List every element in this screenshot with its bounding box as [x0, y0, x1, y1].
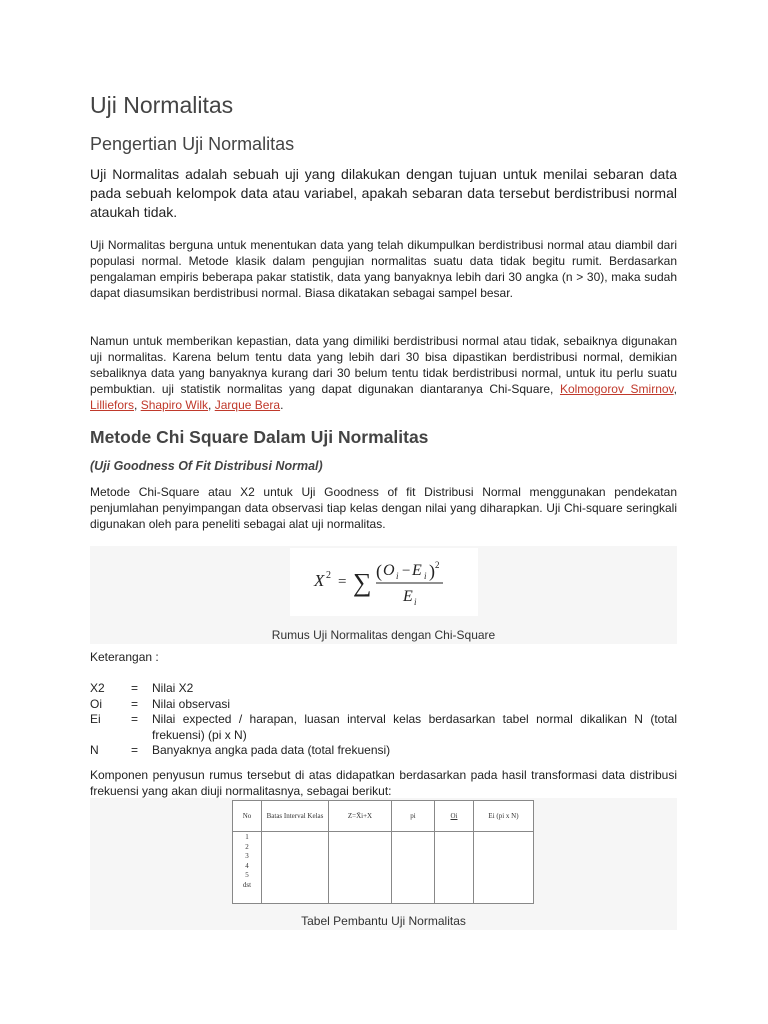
row-number: dst: [242, 880, 252, 889]
formula-exponent: 2: [326, 570, 331, 581]
legend-equals: =: [131, 712, 139, 726]
helper-table: [232, 800, 534, 904]
legend-symbol: X2: [90, 681, 105, 695]
legend-equals: =: [131, 681, 139, 695]
chi-square-formula: [290, 548, 478, 616]
formula-den-e: E: [403, 588, 413, 605]
link-kolmogorov-smirnov[interactable]: Kolmogorov Smirnov: [559, 382, 674, 396]
section-heading-metode: Metode Chi Square Dalam Uji Normalitas: [90, 427, 429, 447]
formula-equals: =: [338, 574, 347, 590]
legend-heading: Keterangan :: [90, 650, 159, 664]
legend-symbol: N: [90, 743, 99, 757]
link-lilliefors[interactable]: Lilliefors: [90, 398, 135, 412]
table-header-interval: Batas Interval Kelas: [262, 801, 329, 832]
paragraph-2: Namun untuk memberikan kepastian, data yang dimiliki berdistribusi normal atau tidak, sebaiknya digunakan uji normalitas. Karena belum tentu data yang lebih dari 30 bisa dipastikan berdistribusi normal, demikian sebaliknya data yang banyaknya kurang dari 30 belum tentu tidak berdistribusi normal, untuk itu perlu suatu pembuktian. uji statistik normalitas yang dapat digunakan diantaranya Chi-Square, Kolmogorov Smirnov, Lilliefors, Shapiro Wilk, Jarque Bera.: [90, 334, 678, 412]
legend-symbol: Ei: [90, 712, 101, 726]
legend-description: Nilai observasi: [152, 696, 231, 711]
table-row-numbers: [233, 832, 262, 904]
formula-sum: ∑: [353, 568, 372, 597]
table-header-no: No: [233, 801, 262, 832]
lead-paragraph: Uji Normalitas adalah sebuah uji yang dilakukan dengan tujuan untuk menilai sebaran data pada sebuah kelompok data atau variabel, apakah sebaran data tersebut berdistribusi normal ataukah tidak.: [90, 166, 677, 220]
page-title: Uji Normalitas: [90, 92, 234, 118]
legend-row: [90, 681, 677, 697]
table-cell: [329, 832, 392, 904]
formula-num-e-sub: i: [424, 571, 427, 581]
legend-list: [90, 681, 677, 759]
legend-symbol: Oi: [90, 696, 102, 711]
svg-text:): ): [429, 561, 435, 581]
formula-num-o-sub: i: [396, 571, 399, 581]
formula-minus: −: [402, 563, 411, 579]
row-number: 2: [245, 842, 249, 851]
formula-graphic: [290, 548, 478, 616]
paragraph-3: Metode Chi-Square atau X2 untuk Uji Goodness of fit Distribusi Normal menggunakan pendekatan penjumlahan penyimpangan data observasi tiap kelas dengan nilai yang diharapkan. Uji Chi-square seringkali digunakan oleh para peneliti sebagai alat uji normalitas.: [90, 485, 677, 531]
section-subheading: (Uji Goodness Of Fit Distribusi Normal): [90, 459, 323, 473]
legend-row: [90, 697, 677, 713]
legend-row: [90, 712, 677, 743]
legend-description: Banyaknya angka pada data (total frekuensi): [152, 743, 391, 757]
formula-figure: [90, 546, 677, 644]
table-cell: [392, 832, 435, 904]
row-number: 1: [245, 833, 249, 841]
link-shapiro-wilk[interactable]: Shapiro Wilk: [140, 398, 209, 412]
table-figure: [90, 798, 677, 930]
formula-caption: Rumus Uji Normalitas dengan Chi-Square: [271, 628, 496, 642]
table-cell: [474, 832, 534, 904]
formula-num-e: E: [412, 562, 422, 579]
row-number: 5: [245, 871, 249, 879]
legend-description: Nilai X2: [152, 681, 194, 695]
table-cell: [435, 832, 474, 904]
row-number: 3: [245, 852, 249, 860]
legend-equals: =: [131, 743, 139, 757]
table-row: [233, 832, 534, 904]
section-heading-pengertian: Pengertian Uji Normalitas: [90, 134, 295, 154]
formula-den-sub: i: [414, 597, 417, 607]
svg-text:(: (: [376, 561, 382, 581]
paragraph-1: Uji Normalitas berguna untuk menentukan data yang telah dikumpulkan berdistribusi normal atau diambil dari populasi normal. Metode klasik dalam pengujian normalitas suatu data tidak begitu rumit. Berdasarkan pengalaman empiris beberapa pakar statistik, data yang banyaknya lebih dari 30 angka (n > 30), maka sudah dapat diasumsikan berdistribusi normal. Biasa dikatakan sebagai sampel besar.: [90, 238, 677, 300]
row-number: 4: [245, 861, 249, 870]
table-cell: [262, 832, 329, 904]
formula-x: X: [314, 571, 325, 590]
formula-num-o: O: [383, 562, 395, 579]
table-header-pi: pi: [392, 801, 435, 832]
formula-num-exponent: 2: [435, 560, 440, 570]
table-caption: Tabel Pembantu Uji Normalitas: [301, 914, 466, 928]
table-header-z: Z=X̄i+X: [329, 801, 392, 832]
table-header-oi: Oi: [435, 801, 474, 832]
table-header-ei: Ei (pi x N): [474, 801, 534, 832]
link-jarque-bera[interactable]: Jarque Bera: [214, 398, 281, 412]
legend-description: Nilai expected / harapan, luasan interval kelas berdasarkan tabel normal dikalikan N (total frekuensi) (pi x N): [152, 712, 677, 742]
paragraph-2-text: Namun untuk memberikan kepastian, data yang dimiliki berdistribusi normal atau tidak, sebaiknya digunakan uji normalitas. Karena belum tentu data yang lebih dari 30 bisa dipastikan berdistribusi normal, demikian sebaliknya data yang banyaknya kurang dari 30 belum tentu tidak berdistribusi normal, untuk itu perlu suatu pembuktian. uji statistik normalitas yang dapat digunakan diantaranya Chi-Square,: [90, 334, 677, 396]
legend-equals: =: [131, 696, 139, 711]
legend-row: [90, 743, 677, 759]
paragraph-4: Komponen penyusun rumus tersebut di atas didapatkan berdasarkan pada hasil transformasi data distribusi frekuensi yang akan diuji normalitasnya, sebagai berikut:: [90, 768, 677, 798]
